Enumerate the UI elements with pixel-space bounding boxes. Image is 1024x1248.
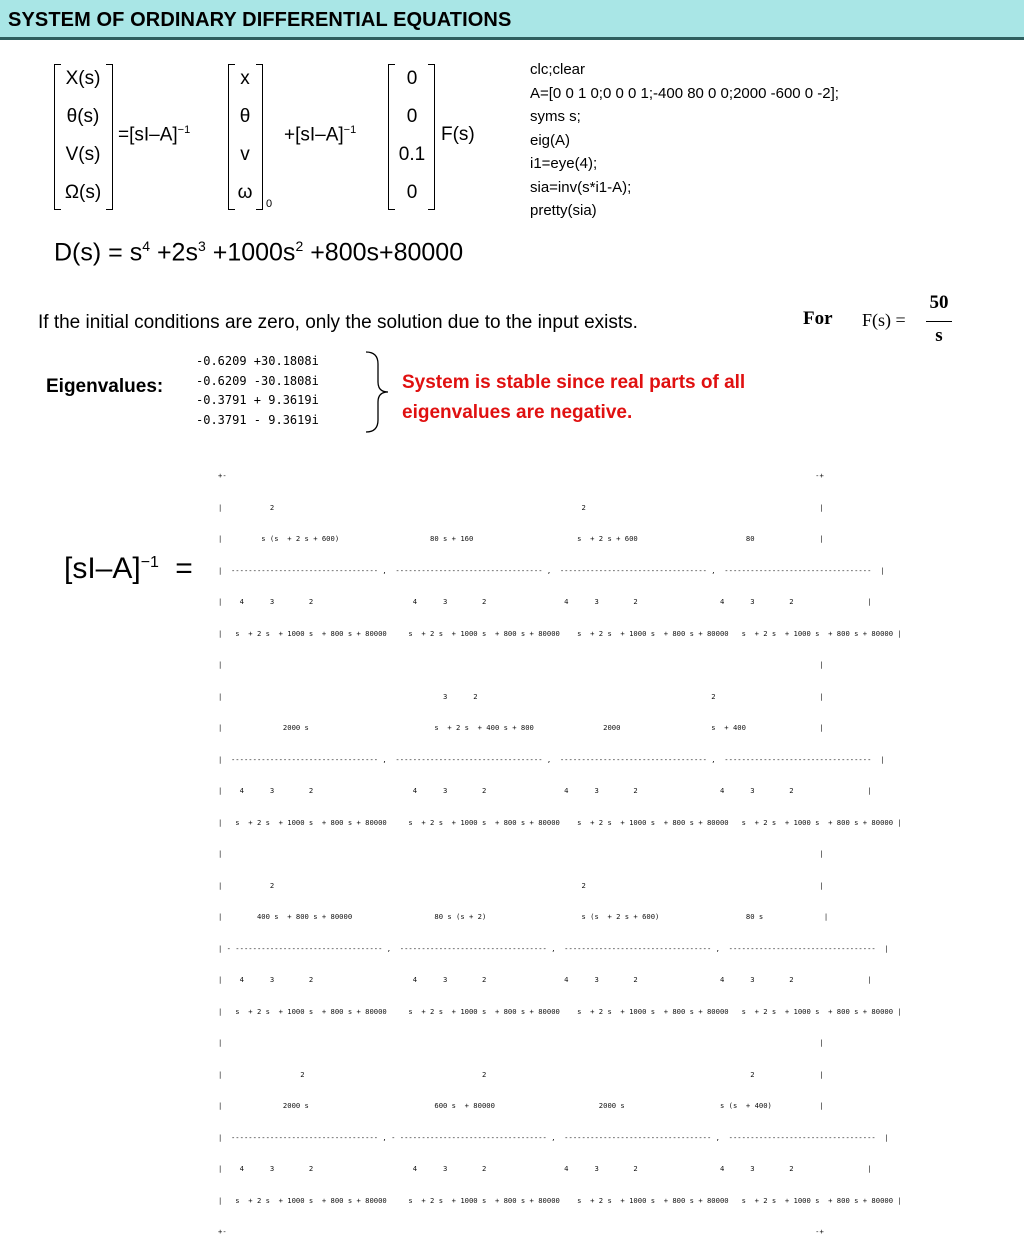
code-line: eig(A) <box>530 131 571 149</box>
stability-note: System is stable since real parts of all eigenvalues are negative. <box>402 372 746 423</box>
eigenvalue: -0.6209 -30.1808i <box>196 373 319 388</box>
input-fs-label: F(s) = <box>862 310 906 330</box>
input-entry: 0.1 <box>398 144 426 165</box>
right-brace-icon <box>362 350 392 434</box>
output-line: +- -+ <box>218 471 824 480</box>
output-line: | s (s + 2 s + 600) 80 s + 160 s + 2 s + 600 80 | <box>218 534 824 543</box>
input-numerator: 50 <box>929 292 949 313</box>
eigenvalue: -0.3791 + 9.3619i <box>196 393 319 407</box>
code-line: i1=eye(4); <box>530 155 598 172</box>
code-line: sia=inv(s*i1-A); <box>530 178 632 196</box>
ic-entry: v <box>240 144 250 165</box>
output-line: | ---------------------------------- , ---------------------------------- , ---------------------------------- , ---------------------------------- | <box>218 754 885 764</box>
input-denominator: s <box>935 325 943 346</box>
output-line: +- -+ <box>218 1227 824 1236</box>
inverse-term-2: $+[sI-A]^{-1}$ <box>284 124 357 146</box>
output-line: | ---------------------------------- , - ---------------------------------- , ---------------------------------- , ---------------------------------- | <box>218 1132 889 1142</box>
output-line: | 4 3 2 4 3 2 4 3 2 4 3 2 | <box>218 975 872 984</box>
code-line: pretty(sia) <box>530 202 597 219</box>
output-line: | 2 2 | <box>218 880 824 890</box>
code-line: syms s; <box>530 108 581 125</box>
output-line: | | <box>218 660 824 669</box>
pretty-output <box>218 450 938 1248</box>
eigenvalue-list <box>196 352 319 430</box>
lhs-entry: Ω(s) <box>64 182 102 203</box>
output-line: | 2 2 | <box>218 502 824 512</box>
ic-subscript: 0 <box>266 198 273 210</box>
title-bar <box>0 0 1024 40</box>
output-line: | 2000 s s + 2 s + 400 s + 800 2000 s + 400 | <box>218 723 824 732</box>
output-line: | 400 s + 800 s + 80000 80 s (s + 2) s (s + 2 s + 600) 80 s | <box>218 912 829 921</box>
output-line: | s + 2 s + 1000 s + 800 s + 80000 s + 2 s + 1000 s + 800 s + 80000 s + 2 s + 1000 s + 800 s + 80000 s + 2 s + 1000 s + 800 s + 80000 | <box>218 628 902 638</box>
lhs-entry: X(s) <box>65 68 101 89</box>
output-line: | s + 2 s + 1000 s + 800 s + 80000 s + 2 s + 1000 s + 800 s + 80000 s + 2 s + 1000 s + 800 s + 80000 s + 2 s + 1000 s + 800 s + 80000 | <box>218 1195 902 1205</box>
output-line: | s + 2 s + 1000 s + 800 s + 80000 s + 2 s + 1000 s + 800 s + 80000 s + 2 s + 1000 s + 800 s + 80000 s + 2 s + 1000 s + 800 s + 80000 | <box>218 1006 902 1016</box>
input-for-label: For <box>803 308 833 329</box>
output-line: | | <box>218 849 824 858</box>
ic-entry: x <box>240 68 250 89</box>
ic-entry: θ <box>239 106 251 127</box>
output-line: | 4 3 2 4 3 2 4 3 2 4 3 2 | <box>218 786 872 795</box>
characteristic-polynomial: $D(s) = s^4 +2s^3 +1000s^2 +800s+80000$ <box>54 238 464 267</box>
output-line: | 2 2 2 | <box>218 1069 824 1079</box>
output-line: | 3 2 2 | <box>218 691 824 701</box>
input-function: F(s) <box>441 124 475 145</box>
eigenvalue: -0.3791 - 9.3619i <box>196 412 319 427</box>
output-line: | 2000 s 600 s + 80000 2000 s s (s + 400) | <box>218 1101 824 1110</box>
eigenvalues-label: Eigenvalues: <box>46 376 164 397</box>
input-entry: 0 <box>406 106 418 127</box>
ic-entry: ω <box>237 182 253 203</box>
input-entry: 0 <box>406 68 418 89</box>
lhs-entry: θ(s) <box>66 106 100 127</box>
fraction-bar <box>926 321 952 322</box>
input-entry: 0 <box>406 182 418 203</box>
output-line: | s + 2 s + 1000 s + 800 s + 80000 s + 2 s + 1000 s + 800 s + 80000 s + 2 s + 1000 s + 800 s + 80000 s + 2 s + 1000 s + 800 s + 80000 | <box>218 817 902 827</box>
inverse-term-1: $=[sI-A]^{-1}$ <box>118 124 191 146</box>
matlab-code <box>530 58 839 223</box>
code-line: clc;clear <box>530 61 586 78</box>
output-line: | 4 3 2 4 3 2 4 3 2 4 3 2 | <box>218 1164 872 1173</box>
lhs-right-bracket <box>106 64 113 210</box>
zero-ic-statement: If the initial conditions are zero, only the solution due to the input exists. <box>38 312 638 333</box>
slide-title: SYSTEM OF ORDINARY DIFFERENTIAL EQUATIONS <box>8 9 512 31</box>
inverse-matrix-label: $[sI-A]^{-1}$ = <box>64 552 193 585</box>
output-line: | | <box>218 1038 824 1047</box>
output-line: | - ---------------------------------- , ---------------------------------- , ---------------------------------- , ---------------------------------- | <box>218 943 889 953</box>
eigenvalue: -0.6209 +30.1808i <box>196 354 319 368</box>
output-line: | 4 3 2 4 3 2 4 3 2 4 3 2 | <box>218 597 872 606</box>
lhs-entry: V(s) <box>65 144 101 165</box>
code-line: A=[0 0 1 0;0 0 0 1;-400 80 0 0;2000 -600 0 -2]; <box>530 84 839 102</box>
output-line: | ---------------------------------- , ---------------------------------- , ---------------------------------- , ---------------------------------- | <box>218 565 885 575</box>
